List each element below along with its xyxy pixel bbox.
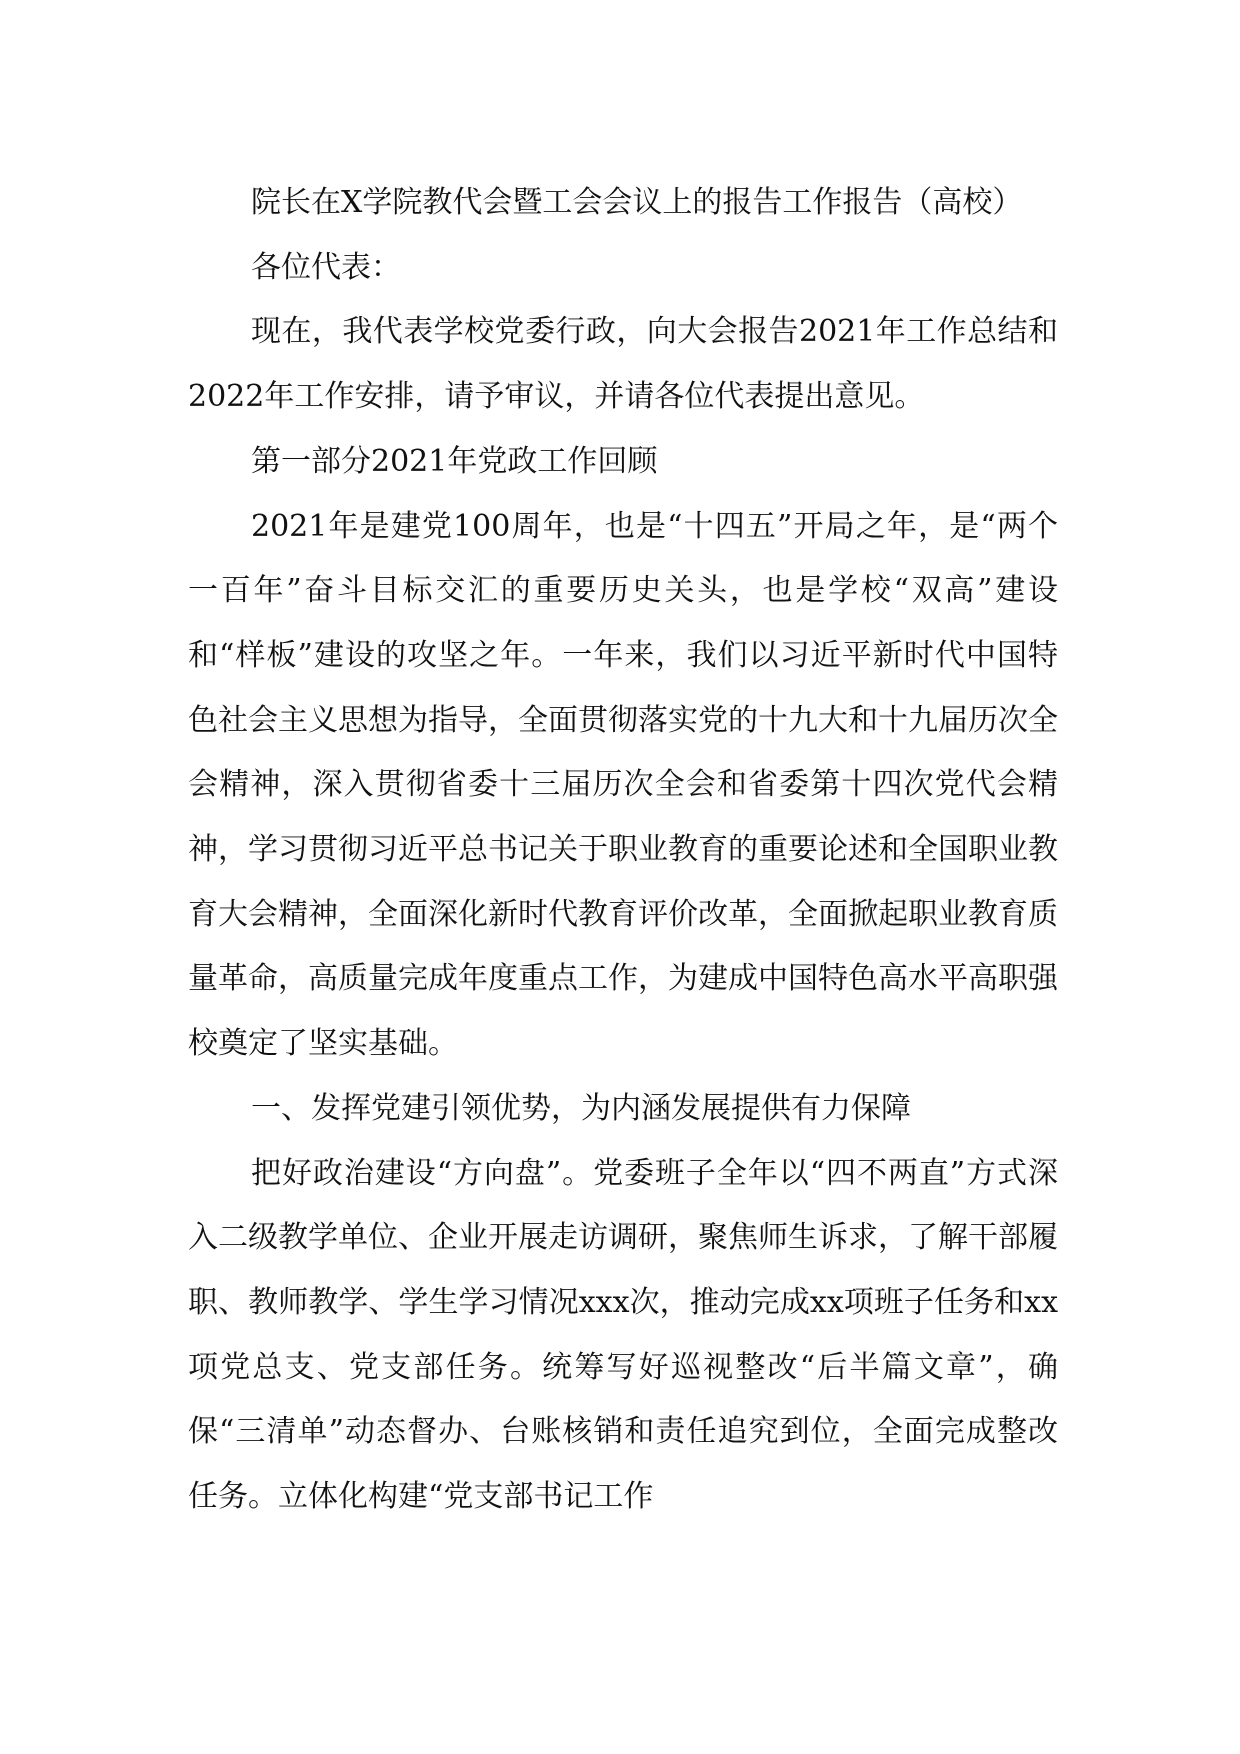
intro-paragraph: 现在，我代表学校党委行政，向大会报告2021年工作总结和2022年工作安排，请予审议，并请各位代表提出意见。 <box>188 314 1058 415</box>
subsection-heading: 一、发挥党建引领优势，为内涵发展提供有力保障 <box>251 1090 911 1126</box>
document-body <box>188 171 1058 1530</box>
document-title: 院长在X学院教代会暨工会会议上的报告工作报告（高校） <box>251 185 1023 220</box>
section-heading: 第一部分2021年党政工作回顾 <box>251 443 658 479</box>
salutation: 各位代表： <box>251 249 401 285</box>
review-paragraph: 2021年是建党100周年，也是“十四五”开局之年，是“两个一百年”奋斗目标交汇的重要历史关头，也是学校“双高”建设和“样板”建设的攻坚之年。一年来，我们以习近平新时代中国特色社会主义思想为指导，全面贯彻落实党的十九大和十九届历次全会精神，深入贯彻省委十三届历次全会和省委第十四次党代会精神，学习贯彻习近平总书记关于职业教育的重要论述和全国职业教育大会精神，全面深化新时代教育评价改革，全面掀起职业教育质量革命，高质量完成年度重点工作，为建成中国特色高水平高职强校奠定了坚实基础。 <box>188 508 1058 1062</box>
body-paragraph: 把好政治建设“方向盘”。党委班子全年以“四不两直”方式深入二级教学单位、企业开展走访调研，聚焦师生诉求，了解干部履职、教师教学、学生学习情况xxx次，推动完成xx项班子任务和xx项党总支、党支部任务。统筹写好巡视整改“后半篇文章”，确保“三清单”动态督办、台账核销和责任追究到位，全面完成整改任务。立体化构建“党支部书记工作 <box>188 1155 1058 1515</box>
